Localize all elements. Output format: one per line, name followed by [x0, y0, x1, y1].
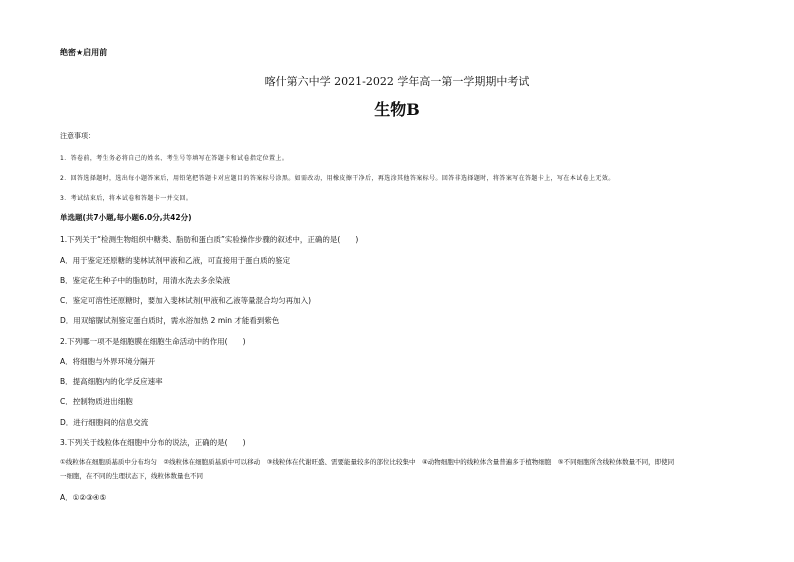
question-statements: ①线粒体在细胞质基质中分布均匀 ②线粒体在细胞质基质中可以移动 ③线粒体在代谢旺盛、需要能量较多的部位比较集中 ④动物细胞中的线粒体含量普遍多于植物细胞 ⑤不同细胞所含线粒体数量不同，即使同 [60, 458, 675, 466]
question-option: A．用于鉴定还原糖的斐林试剂甲液和乙液，可直接用于蛋白质的鉴定 [60, 256, 291, 265]
note-item: 1．答卷前，考生务必将自己的姓名、考生号等填写在答题卡和试卷指定位置上。 [60, 155, 289, 162]
question-statements: 一细胞，在不同的生理状态下，线粒体数量也不同 [60, 472, 203, 480]
question-option: B．提高细胞内的化学反应速率 [60, 377, 163, 386]
note-item: 3．考试结束后，将本试卷和答题卡一并交回。 [60, 195, 193, 202]
question-option: C．鉴定可溶性还原糖时，要加入斐林试剂(甲液和乙液等量混合均匀再加入) [60, 296, 312, 305]
subject-title: 生物B [374, 100, 420, 119]
question-stem: 3.下列关于线粒体在细胞中分布的说法，正确的是( ) [60, 438, 246, 447]
notes-heading: 注意事项： [60, 132, 95, 140]
question-option: A．将细胞与外界环境分隔开 [60, 357, 156, 366]
question-option: C．控制物质进出细胞 [60, 397, 133, 406]
exam-title: 喀什第六中学 2021-2022 学年高一第一学期期中考试 [264, 75, 530, 88]
note-item: 2．回答选择题时，选出每小题答案后，用铅笔把答题卡对应题目的答案标号涂黑。如需改动，用橡皮擦干净后，再选涂其他答案标号。回答非选择题时，将答案写在答题卡上，写在本试卷上无效。 [60, 175, 615, 182]
question-option: B．鉴定花生种子中的脂肪时，用清水洗去多余染液 [60, 276, 231, 285]
question-stem: 2.下列哪一项不是细胞膜在细胞生命活动中的作用( ) [60, 337, 246, 346]
question-option: A．①②③④⑤ [60, 493, 107, 502]
question-stem: 1.下列关于“检测生物组织中糖类、脂肪和蛋白质”实验操作步骤的叙述中，正确的是( ) [60, 235, 359, 244]
section-title: 单选题(共7小题,每小题6.0分,共42分) [60, 213, 192, 222]
secret-mark: 绝密★启用前 [60, 48, 108, 57]
question-option: D．进行细胞间的信息交流 [60, 418, 149, 427]
question-option: D．用双缩脲试剂鉴定蛋白质时，需水浴加热 2 min 才能看到紫色 [60, 316, 280, 325]
